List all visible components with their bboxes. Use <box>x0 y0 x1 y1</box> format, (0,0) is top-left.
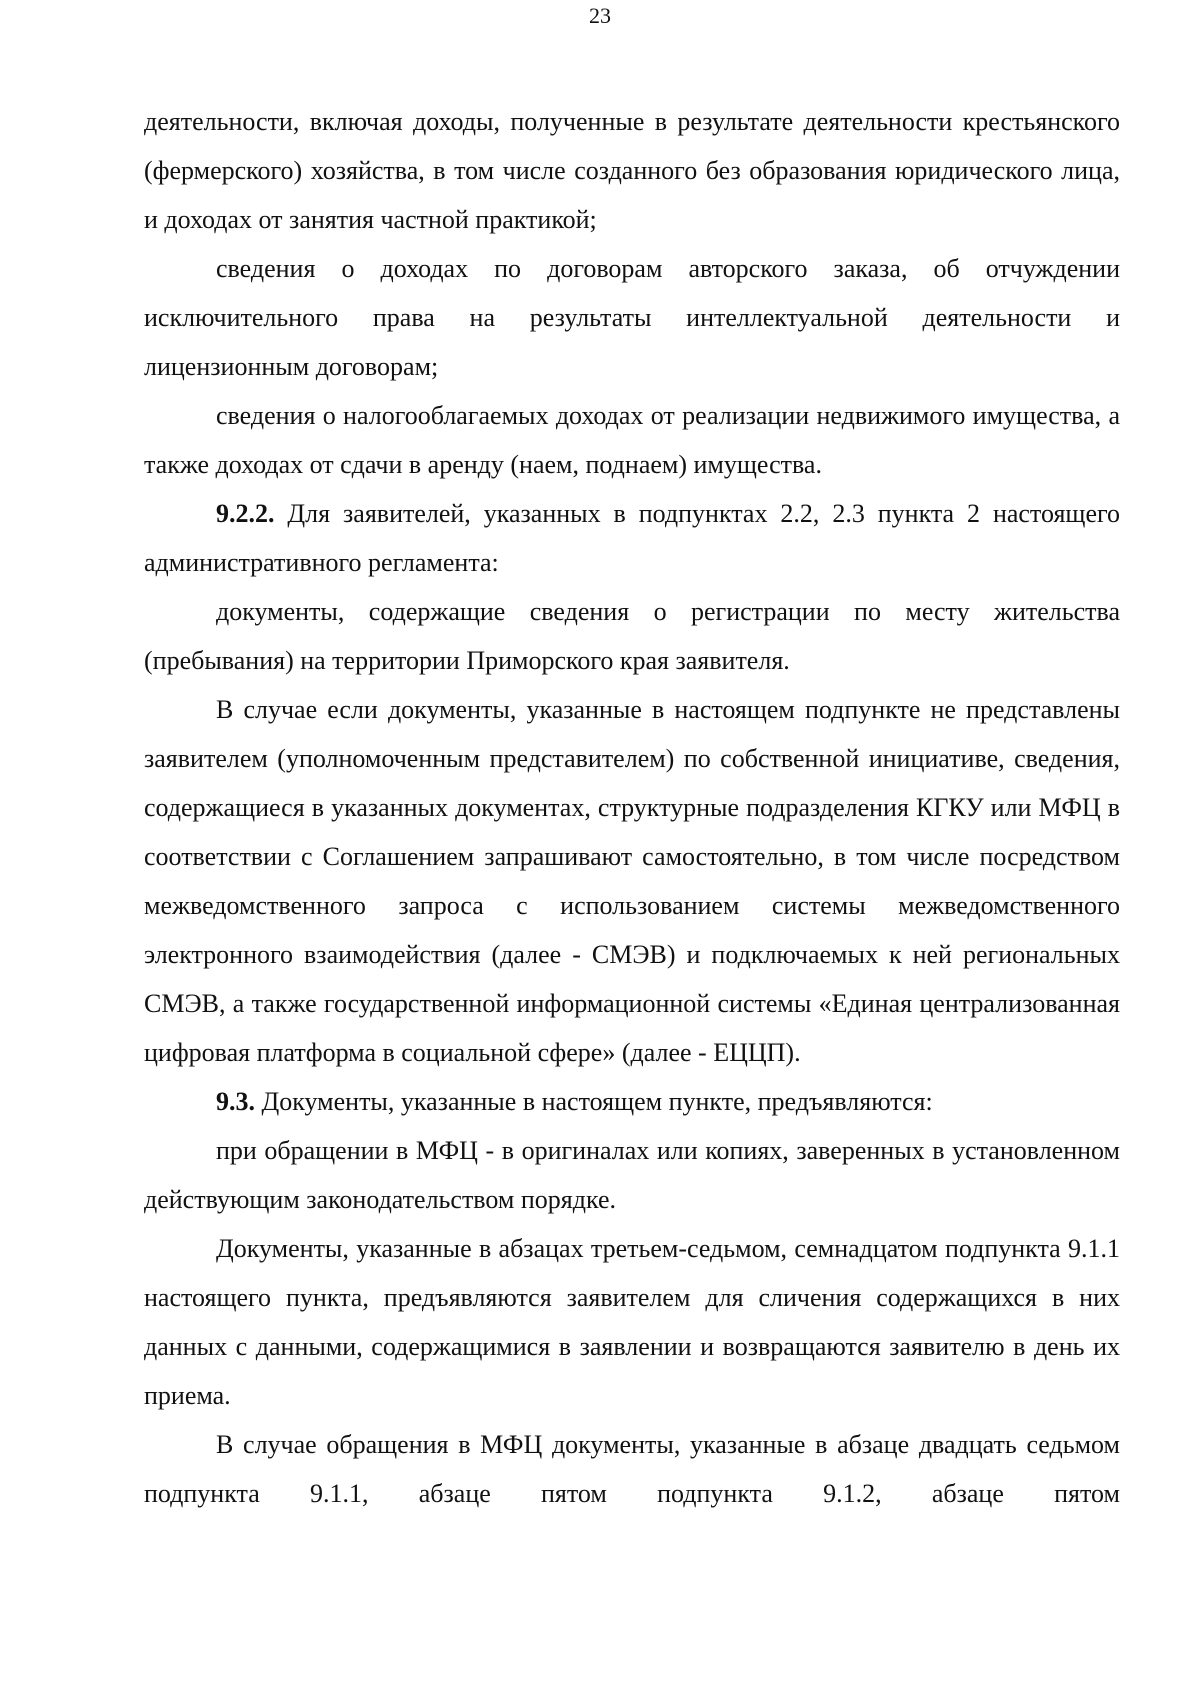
paragraph-registration-documents: документы, содержащие сведения о регистрации по месту жительства (пребывания) на территории Приморского края заявителя. <box>144 597 1120 675</box>
paragraph-copyright-income: сведения о доходах по договорам авторского заказа, об отчуждении исключительного права на результаты интеллектуальной деятельности и лицензионным договорам; <box>144 254 1120 381</box>
paragraph-section-9-2-2 <box>144 489 1120 587</box>
paragraph-mfc-originals: при обращении в МФЦ - в оригиналах или копиях, заверенных в установленном действующим законодательством порядке. <box>144 1136 1120 1214</box>
paragraph-section-9-3 <box>144 1077 1120 1126</box>
paragraph-mfc-case: В случае обращения в МФЦ документы, указанные в абзаце двадцать седьмом подпункта 9.1.1, абзаце пятом подпункта 9.1.2, абзаце пятом <box>144 1430 1120 1508</box>
paragraph-real-estate-income: сведения о налогооблагаемых доходах от реализации недвижимого имущества, а также доходах от сдачи в аренду (наем, поднаем) имущества. <box>144 401 1120 479</box>
section-number: 9.2.2. <box>216 499 275 528</box>
paragraph-smev-request: В случае если документы, указанные в настоящем подпункте не представлены заявителем (уполномоченным представителем) по собственной инициативе, сведения, содержащиеся в указанных документах, структурные подразделения КГКУ или МФЦ в соответствии с Соглашением запрашивают самостоятельно, в том числе посредством межведомственного запроса с использованием системы межведомственного электронного взаимодействия (далее - СМЭВ) и подключаемых к ней региональных СМЭВ, а также государственной информационной системы «Единая централизованная цифровая платформа в социальной сфере» (далее - ЕЦЦП). <box>144 695 1120 1067</box>
paragraph-documents-returned: Документы, указанные в абзацах третьем-седьмом, семнадцатом подпункта 9.1.1 настоящего пункта, предъявляются заявителем для сличения содержащихся в них данных с данными, содержащимися в заявлении и возвращаются заявителю в день их приема. <box>144 1234 1120 1410</box>
section-text: Документы, указанные в настоящем пункте, предъявляются: <box>255 1087 933 1116</box>
section-text: Для заявителей, указанных в подпунктах 2.2, 2.3 пункта 2 настоящего административного регламента: <box>144 499 1120 577</box>
paragraph-income-activities: деятельности, включая доходы, полученные в результате деятельности крестьянского (фермерского) хозяйства, в том числе созданного без образования юридического лица, и доходах от занятия частной практикой; <box>144 107 1120 234</box>
document-body <box>144 97 1120 1518</box>
page-number: 23 <box>589 3 611 28</box>
section-number: 9.3. <box>216 1087 255 1116</box>
